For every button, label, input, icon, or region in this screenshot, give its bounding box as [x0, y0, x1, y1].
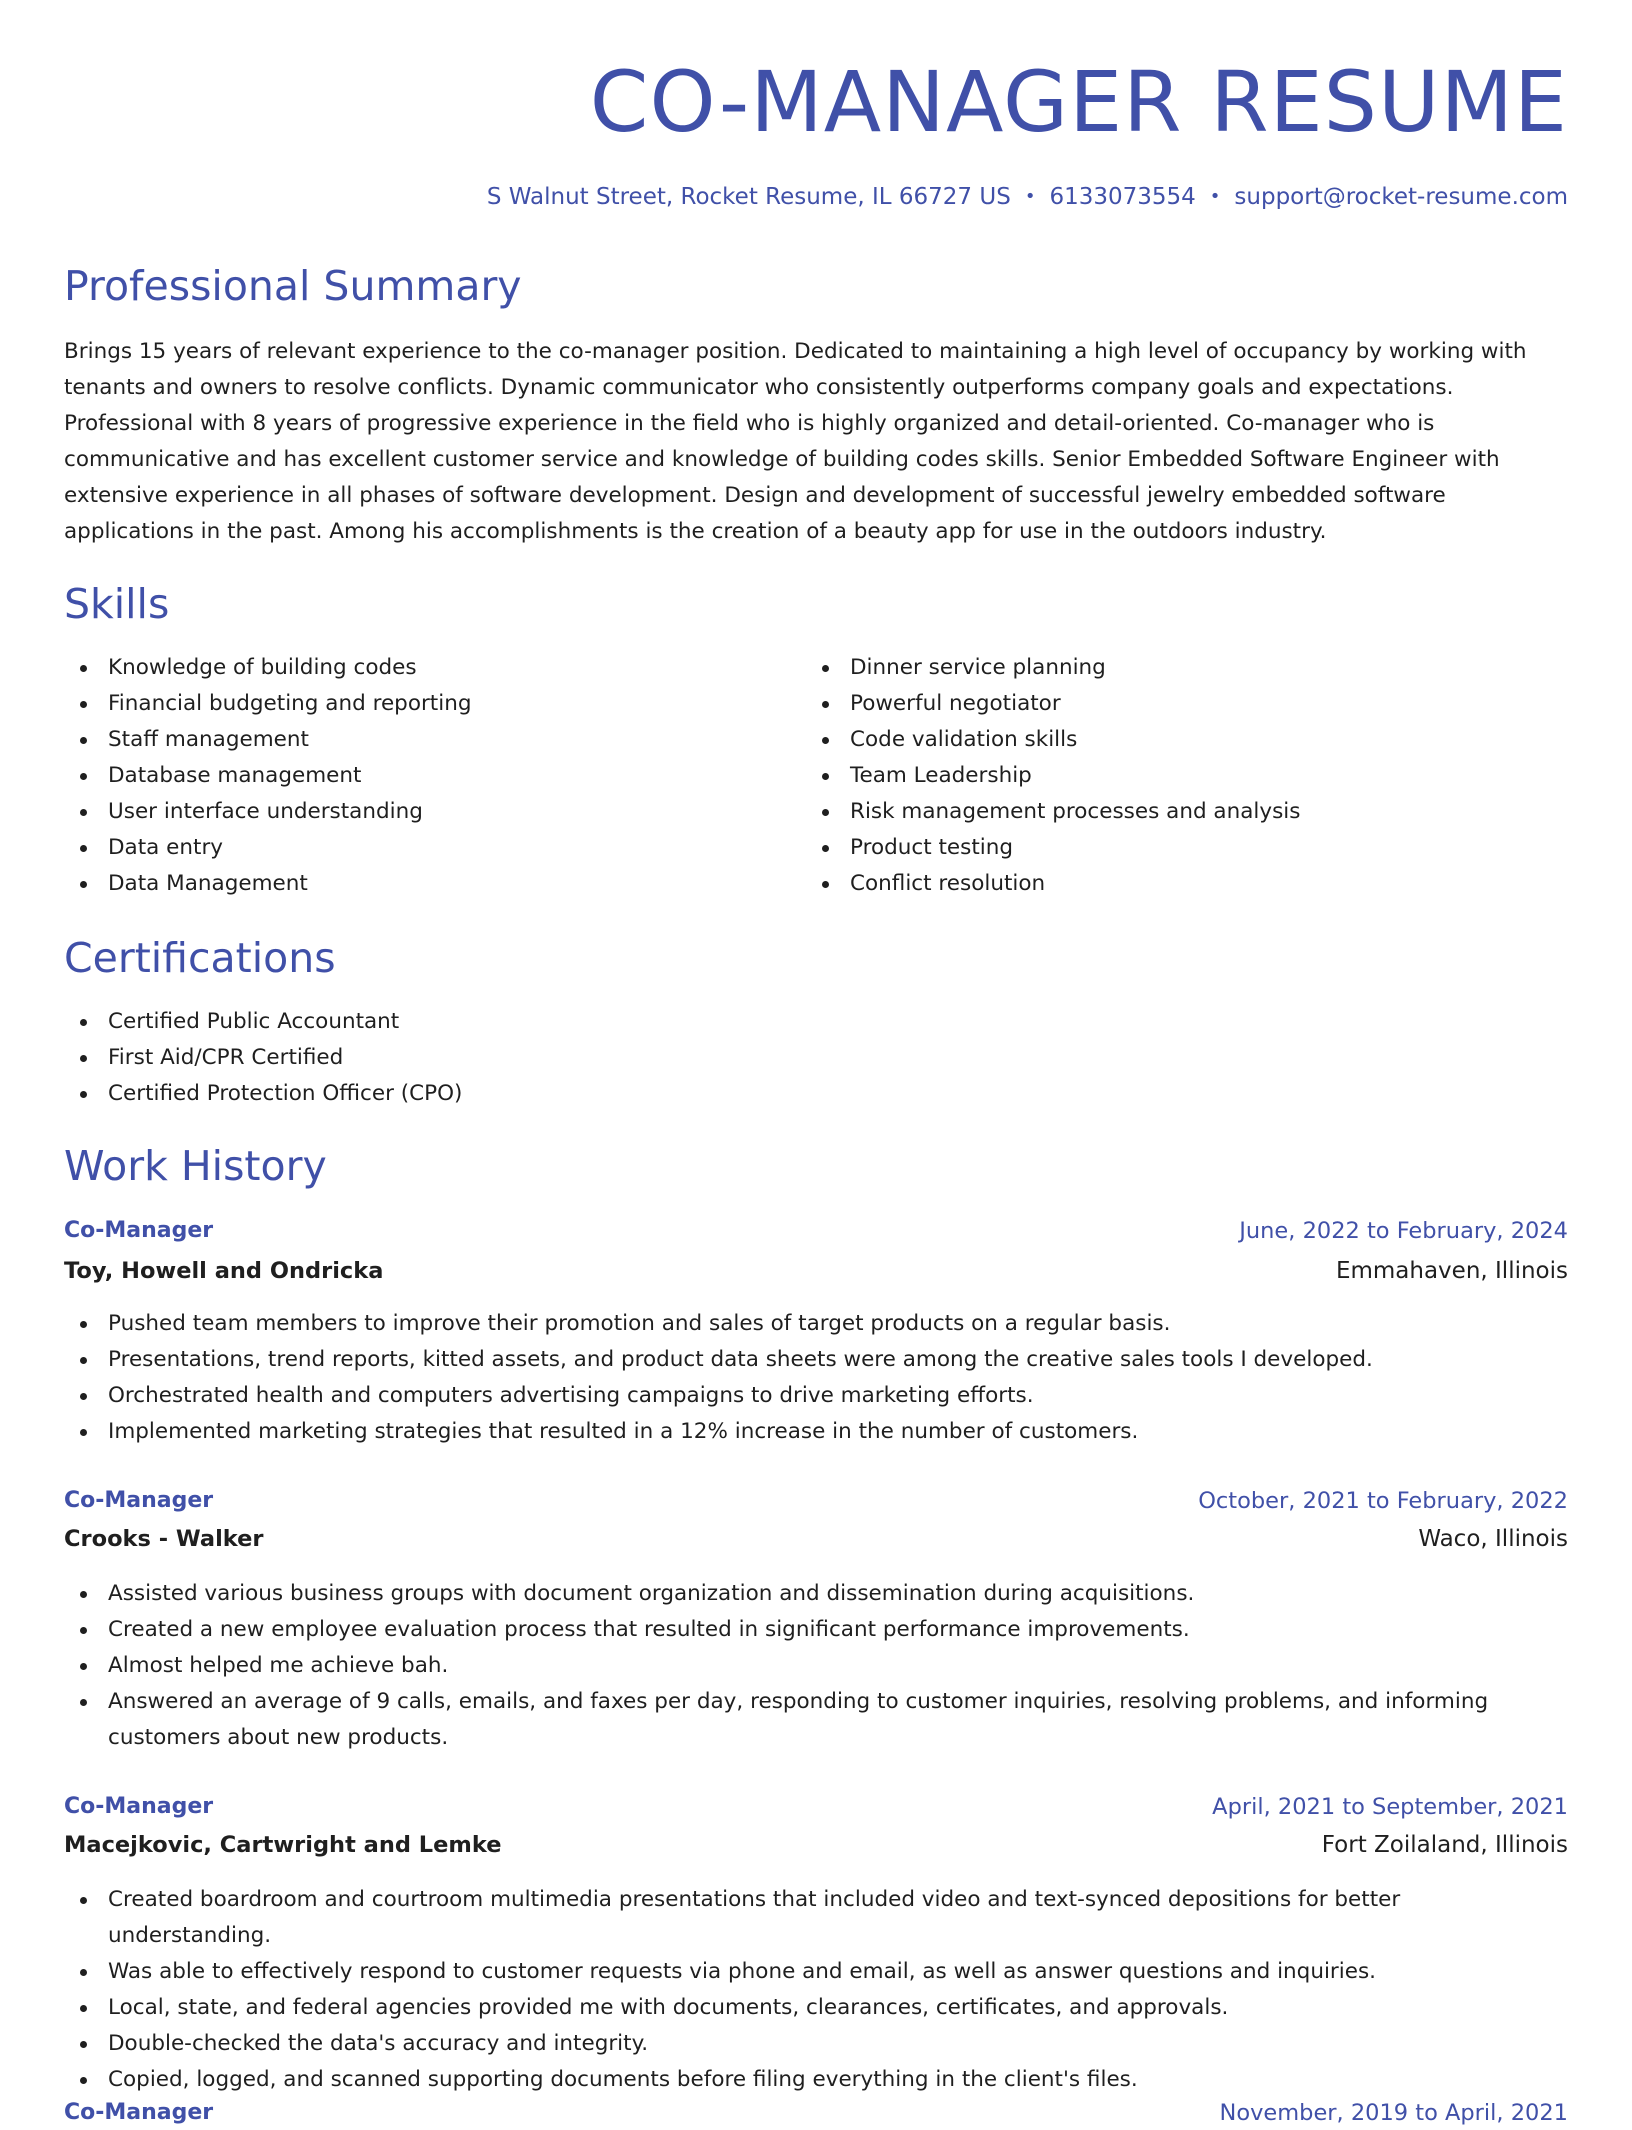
job-bullet: Orchestrated health and computers advertising campaigns to drive marketing efforts. — [64, 1378, 1568, 1414]
job-bullet: Created a new employee evaluation process that resulted in significant performance improvements. — [64, 1612, 1568, 1648]
contact-separator: • — [1209, 186, 1221, 207]
skill-item: Knowledge of building codes — [64, 650, 764, 686]
bullet-dot — [80, 2005, 87, 2012]
job-bullet: Copied, logged, and scanned supporting documents before filing everything in the client's files. — [64, 2062, 1568, 2098]
job-company: Toy, Howell and Ondricka — [64, 1258, 384, 1284]
bullet-dot — [80, 1897, 87, 1904]
contact-address: S Walnut Street, Rocket Resume, IL 66727 US — [486, 184, 1011, 210]
job-location: Fort Zoilaland, Illinois — [1321, 1832, 1568, 1858]
contact-line — [487, 180, 1568, 214]
job-dates: June, 2022 to February, 2024 — [1239, 1218, 1568, 1244]
bullet-dot — [80, 1055, 87, 1062]
job-bullet: Double-checked the data's accuracy and integrity. — [64, 2026, 1568, 2062]
job-dates: October, 2021 to February, 2022 — [1198, 1488, 1568, 1514]
job-bullet: Local, state, and federal agencies provided me with documents, clearances, certificates, and approvals. — [64, 1990, 1568, 2026]
job-title: Co-Manager — [64, 2100, 214, 2125]
job-dates: November, 2019 to April, 2021 — [1219, 2100, 1568, 2126]
bullet-dot — [80, 1091, 87, 1098]
job-bullet: Pushed team members to improve their promotion and sales of target products on a regular basis. — [64, 1306, 1568, 1342]
certifications-heading: Certifications — [64, 934, 336, 982]
bullet-dot — [80, 1627, 87, 1634]
certification-item: Certified Protection Officer (CPO) — [64, 1076, 1568, 1112]
bullet-dot — [80, 1393, 87, 1400]
skill-item: Database management — [64, 758, 764, 794]
bullet-dot — [80, 1699, 87, 1706]
bullet-dot — [80, 1663, 87, 1670]
skills-list-left — [64, 650, 764, 902]
bullet-dot — [80, 665, 87, 672]
job-location: Emmahaven, Illinois — [1335, 1258, 1568, 1284]
bullet-dot — [822, 809, 829, 816]
resume-title: CO-MANAGER RESUME — [589, 53, 1568, 151]
job-bullets — [64, 1882, 1568, 2098]
contact-phone: 6133073554 — [1049, 184, 1196, 210]
skill-item: Powerful negotiator — [806, 686, 1566, 722]
bullet-dot — [80, 773, 87, 780]
job-dates: April, 2021 to September, 2021 — [1212, 1794, 1568, 1820]
bullet-dot — [80, 1357, 87, 1364]
job-bullet: Assisted various business groups with document organization and dissemination during acquisitions. — [64, 1576, 1568, 1612]
bullet-dot — [80, 809, 87, 816]
skill-item: Product testing — [806, 830, 1566, 866]
bullet-dot — [80, 1019, 87, 1026]
skill-item: Risk management processes and analysis — [806, 794, 1566, 830]
job-company: Crooks - Walker — [64, 1526, 264, 1552]
job-bullets — [64, 1306, 1568, 1450]
certification-item: First Aid/CPR Certified — [64, 1040, 1568, 1076]
job-location: Waco, Illinois — [1418, 1526, 1568, 1552]
bullet-dot — [80, 701, 87, 708]
bullet-dot — [80, 1321, 87, 1328]
summary-heading: Professional Summary — [64, 262, 522, 310]
bullet-dot — [822, 701, 829, 708]
summary-text: Brings 15 years of relevant experience to the co-manager position. Dedicated to maintaining a high level of occupancy by working with tenants and owners to resolve conflicts. Dynamic communicator who consistently outperforms company goals and expectations. Professional with 8 years of progressive experience in the field who is highly organized and detail-oriented. Co-manager who is communicative and has excellent customer service and knowledge of building codes skills. Senior Embedded Software Engineer with extensive experience in all phases of software development. Design and development of successful jewelry embedded software applications in the past. Among his accomplishments is the creation of a beauty app for use in the outdoors industry. — [64, 339, 1527, 544]
bullet-dot — [80, 2041, 87, 2048]
job-company: Macejkovic, Cartwright and Lemke — [64, 1832, 502, 1858]
bullet-dot — [80, 1591, 87, 1598]
job-bullet: Was able to effectively respond to customer requests via phone and email, as well as answer questions and inquiries. — [64, 1954, 1568, 1990]
bullet-dot — [822, 881, 829, 888]
skill-item: Financial budgeting and reporting — [64, 686, 764, 722]
bullet-dot — [822, 773, 829, 780]
contact-email[interactable]: support@rocket-resume.com — [1234, 184, 1568, 210]
bullet-dot — [80, 845, 87, 852]
skill-item: Team Leadership — [806, 758, 1566, 794]
job-bullet: Almost helped me achieve bah. — [64, 1648, 1568, 1684]
job-title: Co-Manager — [64, 1488, 214, 1513]
skill-item: Conflict resolution — [806, 866, 1566, 902]
skills-heading: Skills — [64, 580, 170, 628]
job-title: Co-Manager — [64, 1218, 214, 1243]
job-bullet: Created boardroom and courtroom multimedia presentations that included video and text-synced depositions for better understanding. — [64, 1882, 1568, 1954]
job-bullets — [64, 1576, 1568, 1756]
skill-item: User interface understanding — [64, 794, 764, 830]
bullet-dot — [822, 665, 829, 672]
skill-item: Staff management — [64, 722, 764, 758]
bullet-dot — [80, 1969, 87, 1976]
bullet-dot — [822, 737, 829, 744]
skill-item: Data entry — [64, 830, 764, 866]
work-history-heading: Work History — [64, 1142, 327, 1190]
certifications-list — [64, 1004, 1568, 1112]
job-bullet: Implemented marketing strategies that resulted in a 12% increase in the number of customers. — [64, 1414, 1568, 1450]
bullet-dot — [80, 737, 87, 744]
bullet-dot — [822, 845, 829, 852]
contact-separator: • — [1024, 186, 1036, 207]
job-title: Co-Manager — [64, 1794, 214, 1819]
bullet-dot — [80, 881, 87, 888]
skill-item: Data Management — [64, 866, 764, 902]
certification-item: Certified Public Accountant — [64, 1004, 1568, 1040]
job-bullet: Presentations, trend reports, kitted assets, and product data sheets were among the creative sales tools I developed. — [64, 1342, 1568, 1378]
bullet-dot — [80, 1429, 87, 1436]
skills-list-right — [806, 650, 1566, 902]
job-bullet: Answered an average of 9 calls, emails, and faxes per day, responding to customer inquiries, resolving problems, and informing customers about new products. — [64, 1684, 1568, 1756]
skill-item: Code validation skills — [806, 722, 1566, 758]
skill-item: Dinner service planning — [806, 650, 1566, 686]
bullet-dot — [80, 2077, 87, 2084]
